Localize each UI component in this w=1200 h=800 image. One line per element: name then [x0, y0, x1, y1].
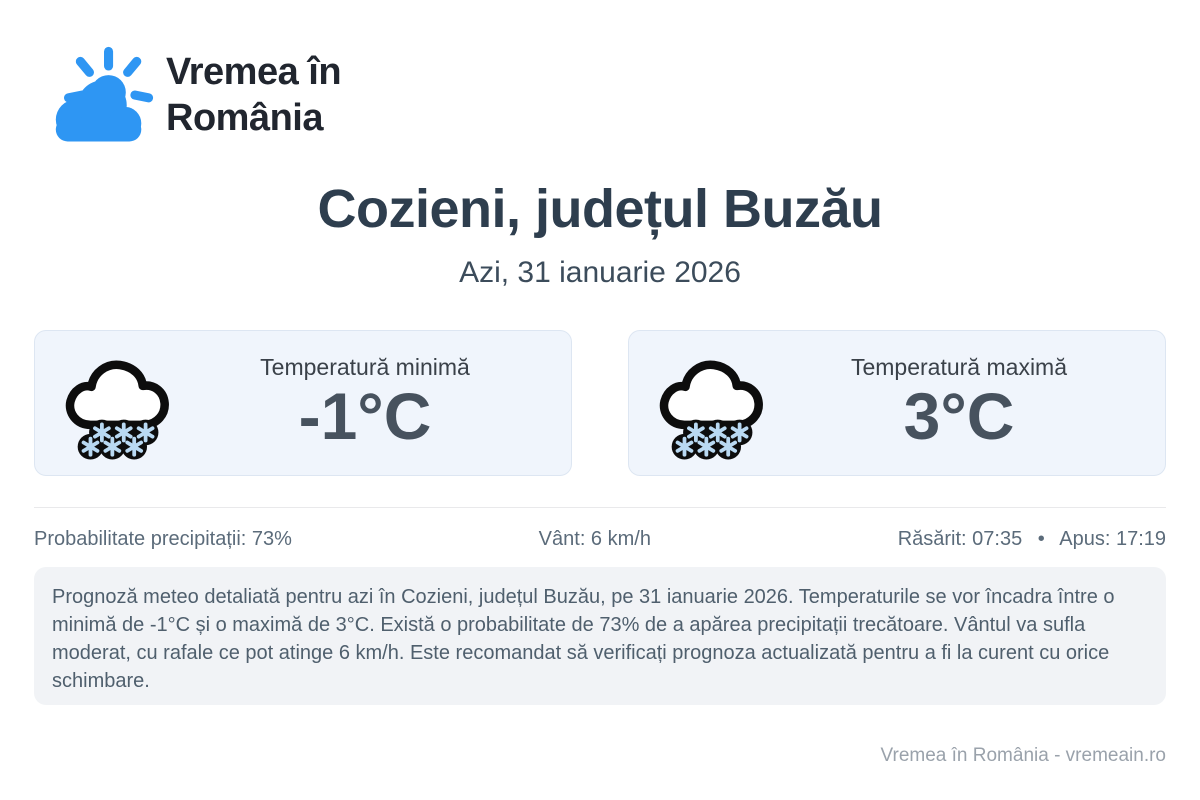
- brand-logo: [34, 40, 1166, 152]
- max-temp-card: [628, 330, 1166, 476]
- sun-cloud-icon: [34, 40, 154, 152]
- brand-name-line2: România: [166, 97, 323, 139]
- min-temp-value: -1°C: [298, 378, 432, 453]
- bullet-separator: •: [1037, 528, 1045, 550]
- brand-name-line1: Vremea în: [166, 51, 342, 94]
- forecast-description: Prognoză meteo detaliată pentru azi în Cozieni, județul Buzău, pe 31 ianuarie 2026. Temperaturile se vor încadra între o minimă de -1°C și o maximă de 3°C. Există o probabilitate de 73% de a apărea precipitații trecătoare. Vântul va sufla moderat, cu rafale ce pot atinge 6 km/h. Este recomandat să verificați prognoza actualizată pentru a fi la curent cu orice schimbare.: [34, 567, 1166, 705]
- temperature-cards: [34, 330, 1166, 476]
- sunset-stat: Apus: 17:19: [1059, 528, 1166, 550]
- max-temp-value: 3°C: [903, 378, 1015, 453]
- min-temp-label: Temperatură minimă: [260, 353, 470, 380]
- max-temp-label: Temperatură maximă: [850, 353, 1068, 380]
- snow-cloud-icon: [57, 346, 181, 460]
- wind-stat: Vânt: 6 km/h: [538, 528, 651, 550]
- min-temp-card: [34, 330, 572, 476]
- precipitation-stat: Probabilitate precipitații: 73%: [34, 528, 292, 550]
- sunrise-stat: Răsărit: 07:35: [897, 528, 1023, 550]
- brand-name: [166, 50, 341, 141]
- max-temp-text: [775, 354, 1143, 452]
- sun-times-stat: [898, 528, 1166, 551]
- footer-credit: Vremea în România - vremeain.ro: [880, 745, 1166, 766]
- min-temp-text: [181, 354, 549, 452]
- date-subtitle: Azi, 31 ianuarie 2026: [459, 256, 741, 289]
- page-title: Cozieni, județul Buzău: [317, 179, 883, 239]
- stats-bar: [34, 507, 1166, 551]
- snow-cloud-icon: [651, 346, 775, 460]
